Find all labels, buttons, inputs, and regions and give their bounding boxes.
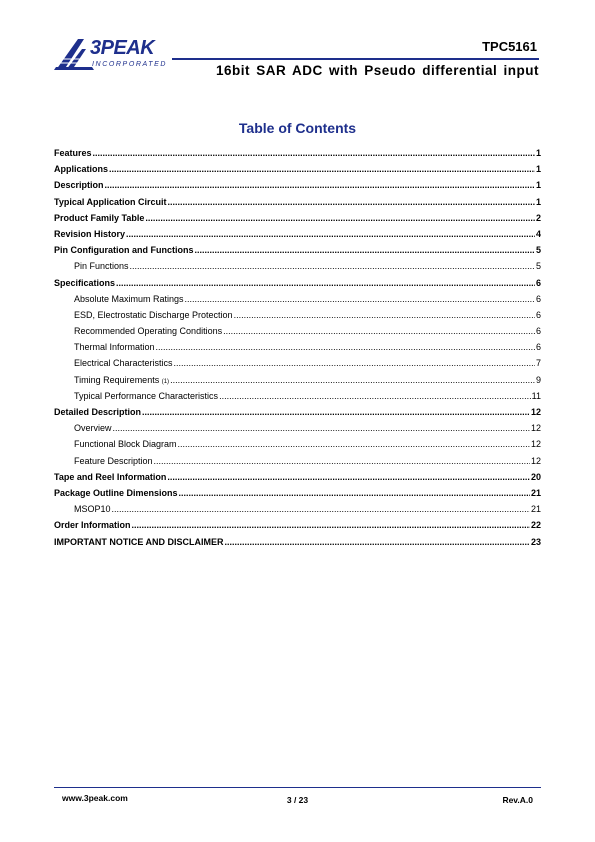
- toc-dot-leader: [167, 472, 530, 482]
- toc-entry[interactable]: [54, 261, 541, 277]
- toc-entry-label: Detailed Description: [54, 407, 142, 417]
- toc-dot-leader: [195, 245, 535, 255]
- toc-dot-leader: [154, 456, 530, 466]
- company-logo: [54, 37, 179, 73]
- toc-dot-leader: [145, 213, 535, 223]
- toc-entry[interactable]: [54, 310, 541, 326]
- toc-entry[interactable]: [54, 148, 541, 164]
- toc-dot-leader: [113, 423, 530, 433]
- toc-entry[interactable]: [54, 520, 541, 536]
- toc-entry[interactable]: [54, 245, 541, 261]
- toc-entry-page: 12: [530, 423, 541, 434]
- toc-dot-leader: [223, 326, 535, 336]
- toc-entry-label: Recommended Operating Conditions: [74, 326, 223, 337]
- toc-entry-label: Feature Description: [74, 455, 153, 466]
- toc-entry-page: 2: [535, 212, 541, 223]
- toc-entry-page: 5: [535, 261, 541, 272]
- toc-entry-label: Thermal Information: [74, 342, 155, 353]
- toc-dot-leader: [156, 342, 535, 352]
- toc-entry-label: Specifications: [54, 277, 116, 288]
- toc-dot-leader: [126, 229, 535, 239]
- toc-dot-leader: [130, 261, 535, 271]
- toc-dot-leader: [178, 439, 530, 449]
- toc-entry-label: IMPORTANT NOTICE AND DISCLAIMER: [54, 536, 224, 547]
- toc-entry[interactable]: [54, 342, 541, 358]
- toc-entry[interactable]: [54, 472, 541, 488]
- toc-entry-page: 1: [535, 148, 541, 158]
- toc-entry[interactable]: [54, 439, 541, 455]
- toc-entry[interactable]: [54, 407, 541, 423]
- toc-dot-leader: [109, 164, 535, 174]
- toc-entry[interactable]: [54, 537, 541, 553]
- toc-entry-label: Revision History: [54, 228, 126, 239]
- toc-entry-footnote-marker: (1): [161, 378, 170, 385]
- toc-title: Table of Contents: [238, 120, 357, 136]
- toc-dot-leader: [116, 278, 535, 288]
- toc-entry-page: 21: [530, 504, 541, 515]
- toc-dot-leader: [234, 310, 535, 320]
- toc-entry-label: Functional Block Diagram: [74, 439, 177, 450]
- toc-entry-label: Order Information: [54, 520, 131, 531]
- toc-entry-label: Package Outline Dimensions: [54, 487, 178, 498]
- toc-entry-label: Product Family Table: [54, 212, 145, 223]
- toc-entry-page: 11: [531, 390, 541, 401]
- toc-entry-page: 1: [535, 180, 541, 191]
- toc-entry[interactable]: [54, 504, 541, 520]
- toc-entry-page: 22: [530, 520, 541, 531]
- footer-website-link[interactable]: www.3peak.com: [62, 793, 128, 803]
- toc-entry-label: Features: [54, 148, 92, 158]
- toc-dot-leader: [170, 375, 535, 385]
- toc-dot-leader: [219, 391, 531, 401]
- toc-dot-leader: [168, 197, 535, 207]
- toc-entry[interactable]: [54, 213, 541, 229]
- header-rule: [172, 58, 539, 60]
- toc-entry-page: 6: [535, 293, 541, 304]
- toc-entry-page: 6: [535, 326, 541, 337]
- toc-entry-page: 12: [530, 407, 541, 417]
- toc-dot-leader: [142, 407, 530, 417]
- toc-entry-label: Typical Performance Characteristics: [74, 390, 219, 401]
- toc-entry[interactable]: [54, 180, 541, 196]
- toc-entry[interactable]: [54, 294, 541, 310]
- toc-entry-label: Electrical Characteristics: [74, 358, 173, 369]
- toc-entry-page: 1: [535, 164, 541, 175]
- toc-dot-leader: [174, 358, 535, 368]
- toc-dot-leader: [179, 488, 530, 498]
- toc-entry-page: 7: [535, 358, 541, 369]
- toc-entry-page: 9: [535, 374, 541, 385]
- toc-entry[interactable]: [54, 423, 541, 439]
- toc-entry[interactable]: [54, 197, 541, 213]
- logo-mountain-icon: [54, 37, 94, 71]
- toc-entry-page: 1: [535, 196, 541, 207]
- toc-entry-label: Pin Functions: [74, 261, 129, 272]
- toc-entry-label: Tape and Reel Information: [54, 471, 167, 482]
- toc-entry-label: Absolute Maximum Ratings: [74, 293, 184, 304]
- toc-entry-label: Description: [54, 180, 104, 191]
- toc-entry-page: 6: [535, 309, 541, 320]
- toc-entry[interactable]: [54, 358, 541, 374]
- toc-entry-page: 6: [535, 277, 541, 288]
- toc-dot-leader: [132, 520, 530, 530]
- toc-entry-page: 12: [530, 439, 541, 450]
- toc-entry-page: 6: [535, 342, 541, 353]
- toc-entry-label: Applications: [54, 164, 109, 175]
- toc-entry-page: 4: [535, 228, 541, 239]
- toc-entry-page: 23: [530, 536, 541, 547]
- toc-entry[interactable]: [54, 164, 541, 180]
- toc-entry-label: MSOP10: [74, 504, 111, 515]
- toc-entry[interactable]: [54, 488, 541, 504]
- footer-rule: [54, 787, 541, 788]
- toc-entry[interactable]: [54, 278, 541, 294]
- toc-entry[interactable]: [54, 229, 541, 245]
- toc-entry[interactable]: [54, 391, 541, 407]
- document-subtitle: 16bit SAR ADC with Pseudo differential input: [215, 63, 539, 78]
- toc-dot-leader: [105, 180, 535, 190]
- toc-entry-page: 21: [530, 487, 541, 498]
- toc-entry-page: 20: [530, 471, 541, 482]
- toc-entry-label: Pin Configuration and Functions: [54, 245, 194, 256]
- toc-entry[interactable]: [54, 375, 541, 391]
- toc-entry-label: Timing Requirements: [74, 374, 160, 385]
- logo-subtext: INCORPORATED: [92, 61, 168, 68]
- toc-entry-label: ESD, Electrostatic Discharge Protection: [74, 309, 233, 320]
- table-of-contents: [54, 148, 541, 553]
- toc-entry-page: 5: [535, 245, 541, 256]
- footer-page-indicator: 3 / 23: [286, 795, 309, 805]
- footer-revision: Rev.A.0: [502, 795, 533, 805]
- toc-dot-leader: [93, 148, 535, 158]
- logo-wordmark: 3PEAK: [90, 37, 155, 59]
- toc-entry-label: Overview: [74, 423, 112, 434]
- toc-dot-leader: [185, 294, 535, 304]
- part-number: TPC5161: [482, 39, 537, 54]
- toc-dot-leader: [112, 504, 530, 514]
- toc-entry-label: Typical Application Circuit: [54, 196, 167, 207]
- toc-entry-page: 12: [530, 455, 541, 466]
- toc-dot-leader: [225, 537, 530, 547]
- toc-entry[interactable]: [54, 326, 541, 342]
- toc-entry[interactable]: [54, 456, 541, 472]
